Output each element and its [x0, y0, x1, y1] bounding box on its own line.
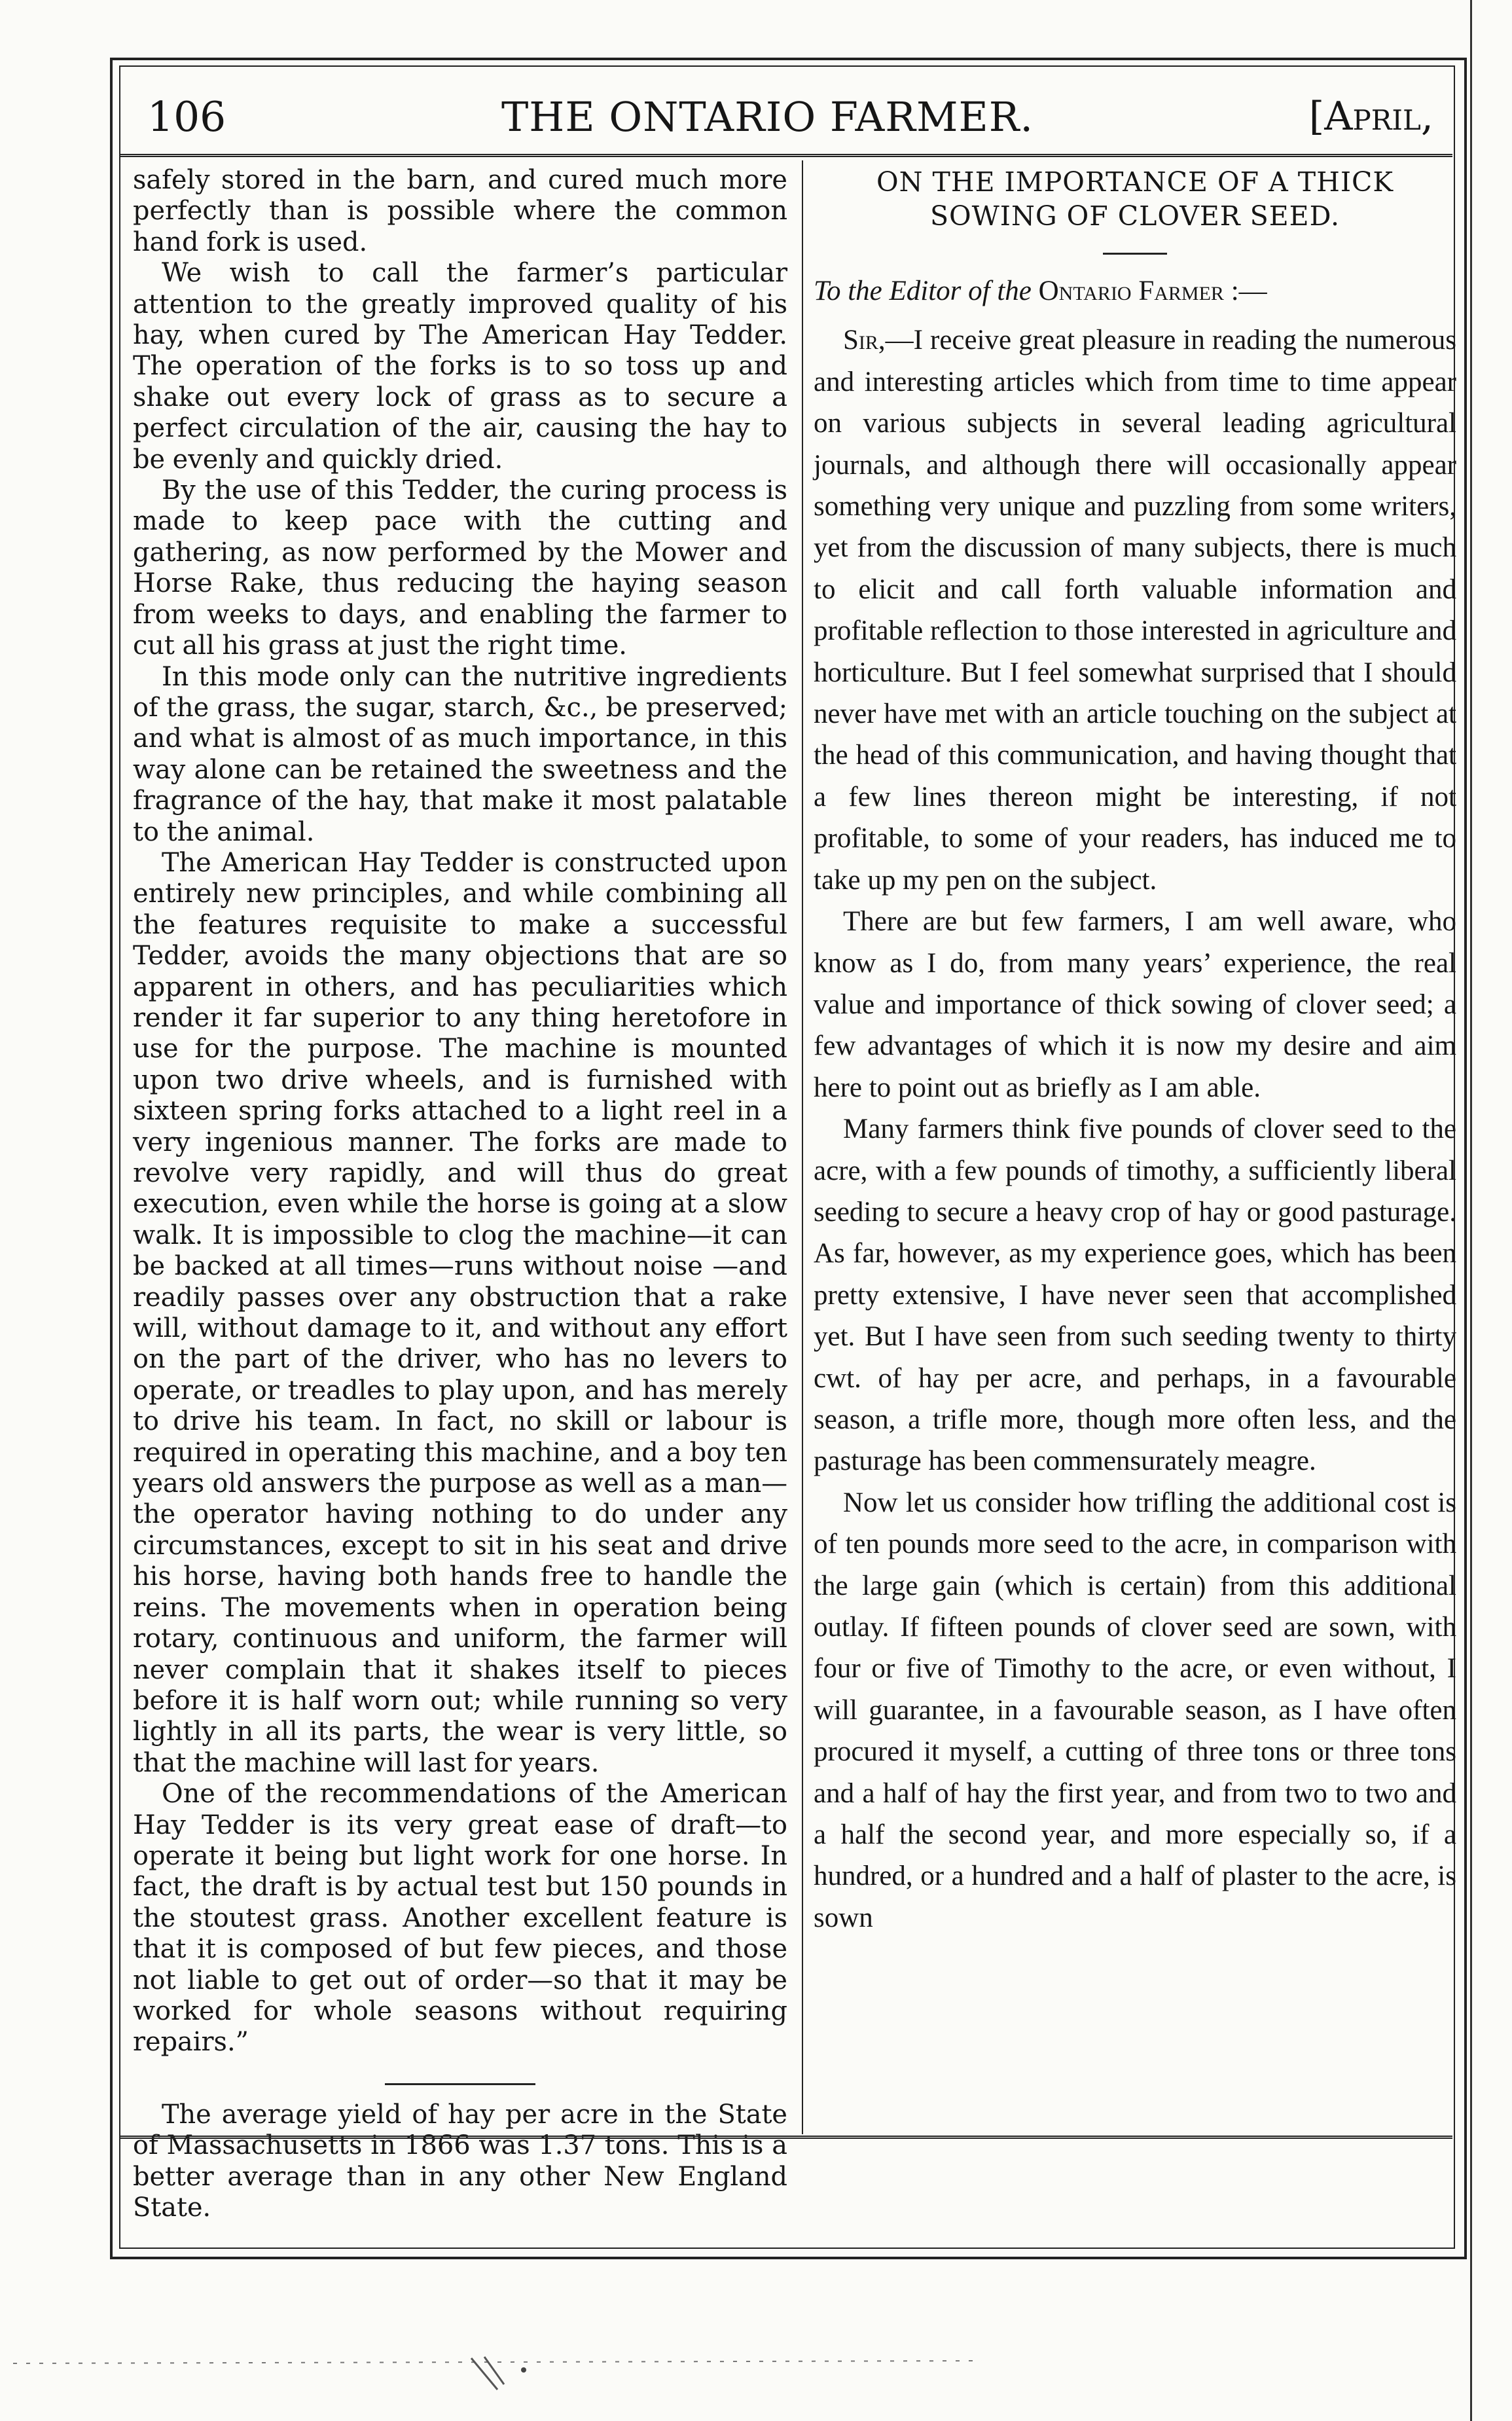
scan-specks [0, 2350, 1512, 2403]
paragraph: One of the recommendations of the American Hay Tedder is its very great ease of draft—to operate it being but light work for one horse. In fact, the draft is by actual test but 150 pounds in the stoutest grass. Another excellent feature is that it is composed of but few pieces, and those not liable to get out of order—so that it may be worked for whole seasons without requiring repairs.” [133, 1779, 787, 2058]
addressee-prefix: To the Editor of the [814, 276, 1032, 306]
footer-rule [119, 2136, 1452, 2139]
right-column [814, 165, 1456, 1939]
paragraph: Now let us consider how trifling the additional cost is of ten pounds more seed to the acre, in comparison with the large gain (which is certain) from this additional outlay. If fifteen pounds of clover seed are sown, with four or five of Timothy to the acre, or even without, I will guarantee, in a favourable season, as I have often procured it myself, a cutting of three tons or three tons and a half of hay the first year, and from two to two and a half the second year, and more especially so, if a hundred, or a hundred and a half of plaster to the acre, is sown [814, 1487, 1456, 1933]
paragraph: By the use of this Tedder, the curing process is made to keep pace with the cutting and gathering, as now performed by the Mower and Horse Rake, thus reducing the haying season from weeks to days, and enabling the farmer to cut all his grass at just the right time. [133, 475, 787, 661]
paragraph: In this mode only can the nutritive ingredients of the grass, the sugar, starch, &c., be preserved; and what is almost of as much importance, in this way alone can be retained the sweetness and the fragrance of the hay, that make it most palatable to the animal. [133, 661, 787, 847]
paragraph: safely stored in the barn, and cured much more perfectly than is possible where the common hand fork is used. [133, 165, 787, 257]
issue-month: [April, [1308, 94, 1433, 139]
paragraph: We wish to call the farmer’s particular attention to the greatly improved quality of his hay, when cured by The American Hay Tedder. The operation of the forks is to so toss up and shake out every lock of grass as to secure a perfect circulation of the air, causing the hay to be evenly and quickly dried. [133, 258, 787, 475]
paragraph: There are but few farmers, I am well aware, who know as I do, from many years’ experience, the real value and importance of thick sowing of clover seed; a few advantages of which it is now my desire and aim here to point out as briefly as I am able. [814, 906, 1456, 1103]
column-separator [802, 160, 803, 2134]
addressee-paper: Ontario Farmer [1038, 276, 1224, 306]
paragraph: The American Hay Tedder is constructed upon entirely new principles, and while combining all the features requisite to make a successful Tedder, avoids the many objections that are so apparent in others, and has peculiarities which render it far superior to any thing heretofore in use for the purpose. The machine is mounted upon two drive wheels, and is furnished with sixteen spring forks attached to a light reel in a very ingenious manner. The forks are made to revolve very rapidly, and will thus do great execution, even while the horse is going at a slow walk. It is impossible to clog the machine—it can be backed at all times—runs without noise —and readily passes over any obstruction that a rake will, without damage to it, and without any effort on the part of the driver, who has no levers to operate, or treadles to play upon, and has merely to drive his team. In fact, no skill or labour is required in operating this machine, and a boy ten years old answers the purpose as well as a man—the operator having nothing to do under any circumstances, except to sit in his seat and drive his horse, having both hands free to handle the reins. The movements when in operation being rotary, continuous and uniform, the farmer will never complain that it shakes itself to pieces before it is half worn out; while running so very lightly in all its parts, the wear is very little, so that the machine will last for years. [133, 847, 787, 1778]
paragraph: Many farmers think five pounds of clover seed to the acre, with a few pounds of timothy, a sufficiently liberal seeding to secure a heavy crop of hay or good pasturage. As far, however, as my experience goes, which has been pretty extensive, I have never seen that accomplished yet. But I have seen from such seeding twenty to thirty cwt. of hay per acre, and perhaps, in a favourable season, a trifle more, though more often less, and the pasturage has been commensurately meagre. [814, 1114, 1456, 1477]
paragraph [814, 319, 1456, 901]
running-title: THE ONTARIO FARMER. [501, 92, 1034, 141]
left-column [133, 165, 787, 2223]
article-title [814, 165, 1456, 233]
header-rule [119, 154, 1452, 157]
section-divider [385, 2083, 535, 2085]
page-number: 106 [147, 92, 226, 141]
addressee-suffix: :— [1231, 276, 1267, 306]
massachusetts-note: The average yield of hay per acre in the State of Massachusetts in 1866 was 1.37 tons. This is a better average than in any other New England State. [133, 2099, 787, 2223]
article-title-line1: ON THE IMPORTANCE OF A THICK [876, 166, 1394, 198]
addressee-line [814, 270, 1456, 312]
paragraph-text: —I receive great pleasure in reading the numerous and interesting articles which from time to time appear on various subjects in several leading agricultural journals, and although there will occasionally appear something very unique and puzzling from some writers, yet from the discussion of many subjects, there is much to elicit and call forth valuable information and profitable reflection to those interested in agriculture and horticulture. But I feel somewhat surprised that I should never have met with an article touching on the subject at the head of this communication, and having thought that a few lines thereon might be interesting, if not profitable, to some of your readers, has induced me to take up my pen on the subject. [814, 325, 1456, 896]
running-header [121, 77, 1460, 156]
binding-edge [1470, 0, 1472, 2421]
article-title-line2: SOWING OF CLOVER SEED. [929, 200, 1341, 232]
title-rule [1103, 253, 1167, 255]
salutation: Sir, [843, 325, 886, 356]
